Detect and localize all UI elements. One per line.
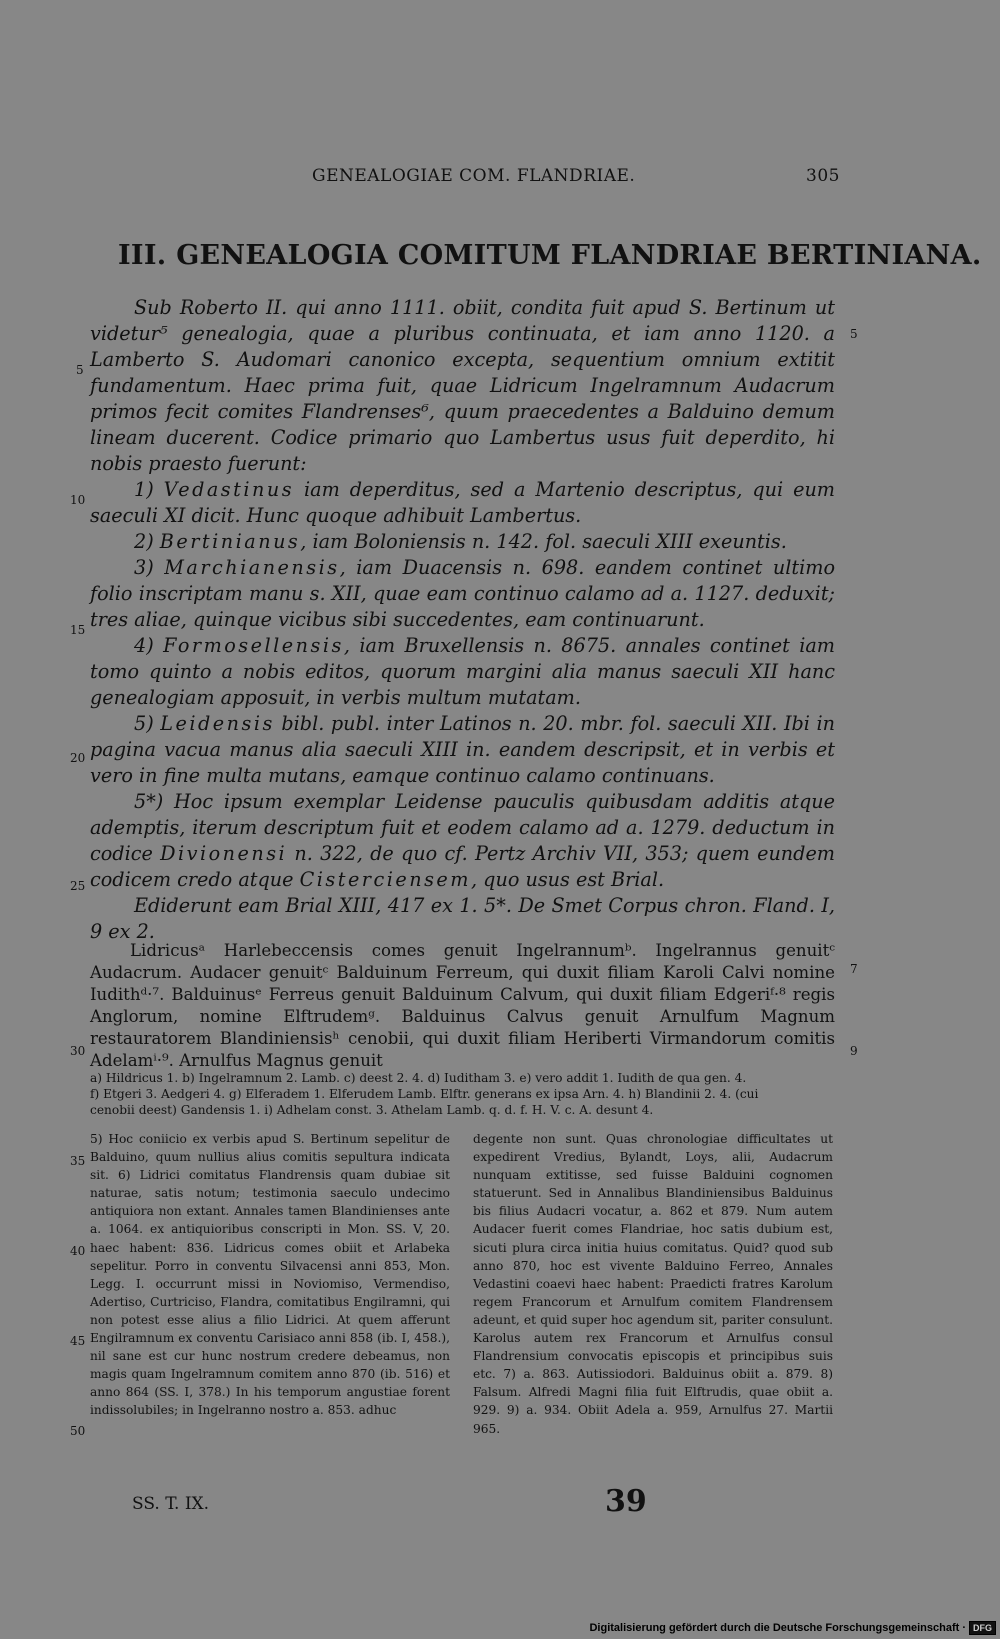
line-number: 30 — [70, 1044, 86, 1058]
line-number: 50 — [70, 1424, 86, 1438]
manuscript-item: 5*) Hoc ipsum exemplar Leidense pauculis quibusdam additis atque ademptis, iterum descriptum fuit et eodem calamo ad a. 1279. deductum in codice Divionensi n. 322, de quo cf. Pertz Archiv VII, 353; quem eundem codicem credo atque Cisterciensem, quo usus est Brial. — [90, 790, 835, 891]
introduction — [70, 295, 858, 945]
intro-paragraph: Sub Roberto II. qui anno 1111. obiit, condita fuit apud S. Bertinum ut videtur⁵ genealogia, quae a pluribus continuata, et iam anno 1120. a Lamberto S. Audomari canonico excepta, sequentium omnium extitit fundamentum. Haec prima fuit, quae Lidricum Ingelramnum Audacrum primos fecit comites Flandrenses⁶, quum praecedentes a Balduino demum lineam ducerent. Codice primario quo Lambertus usus fuit deperdito, hi nobis praesto fuerunt: — [90, 296, 835, 475]
line-number: 20 — [70, 751, 86, 765]
manuscript-item: 3) Marchianensis, iam Duacensis n. 698. eandem continet ultimo folio inscriptam manu s. XII, quae eam continuo calamo ad a. 1127. deduxit; tres aliae, quinque vicibus sibi succedentes, eam continuarunt. — [90, 556, 835, 631]
genealogy-text — [70, 940, 858, 1072]
line-number: 40 — [70, 1244, 86, 1258]
volume-signature: SS. T. IX. — [132, 1494, 210, 1514]
variant-note-line: cenobii deest) Gandensis 1. i) Adhelam const. 3. Athelam Lamb. q. d. f. H. V. c. A. desunt 4. — [90, 1103, 654, 1117]
variant-note-line: a) Hildricus 1. b) Ingelramnum 2. Lamb. c) deest 2. 4. d) Iuditham 3. e) vero addit 1. Iudith de qua gen. 4. — [90, 1071, 747, 1085]
variant-note-line: f) Etgeri 3. Aedgeri 4. g) Elferadem 1. Elferudem Lamb. Elftr. generans ex ipsa Arn. 4. h) Blandinii 2. 4. (cui — [90, 1087, 759, 1101]
line-number: 9 — [850, 1044, 858, 1058]
manuscript-item: 4) Formosellensis, iam Bruxellensis n. 8675. annales continet iam tomo quinto a nobis editos, quorum margini alia manus saeculi XII hanc genealogiam apposuit, in verbis multum mutatam. — [90, 634, 836, 709]
digitization-note: Digitalisierung gefördert durch die Deutsche Forschungsgemeinschaft · — [589, 1622, 966, 1634]
manuscript-item: 1) Vedastinus iam deperditus, sed a Martenio descriptus, qui eum saeculi XI dicit. Hunc quoque adhibuit Lambertus. — [90, 478, 836, 527]
line-number: 35 — [70, 1154, 86, 1168]
running-title: GENEALOGIAE COM. FLANDRIAE. — [312, 166, 636, 186]
running-header — [0, 166, 1000, 190]
editions-paragraph: Ediderunt eam Brial XIII, 417 ex 1. 5*. De Smet Corpus chron. Fland. I, 9 ex 2. — [90, 894, 835, 943]
dfg-logo: DFG — [969, 1621, 996, 1635]
manuscript-item: 5) Leidensis bibl. publ. inter Latinos n. 20. mbr. fol. saeculi XII. Ibi in pagina vacua manus alia saeculi XIII in. eandem descripsit, et in verbis et vero in fine multa mutans, eamque continuo calamo continuans. — [90, 712, 835, 787]
line-number: 45 — [70, 1334, 86, 1348]
section-title: III. GENEALOGIA COMITUM FLANDRIAE BERTINIANA. — [118, 240, 982, 271]
line-number: 5 — [850, 327, 858, 341]
line-number: 10 — [70, 493, 86, 507]
footnotes-left-column — [70, 1130, 450, 1438]
sheet-number: 39 — [605, 1484, 647, 1519]
footnotes-left-text: 5) Hoc coniicio ex verbis apud S. Bertinum sepelitur de Balduino, quum nullius alius comitis sepultura indicata sit. 6) Lidrici comitatus Flandrensis quam dubiae sit naturae, satis notum; testimonia saeculo undecimo antiquiora non extant. Annales tamen Blandinienses ante a. 1064. ex antiquioribus conscripti in Mon. SS. V, 20. haec habent: 836. Lidricus comes obiit et Arlabeka sepelitur. Porro in conventu Silvacensi anni 853, Mon. Legg. I. occurrunt missi in Noviomiso, Vermendiso, Adertiso, Curtriciso, Flandra, comitatibus Engilramni, qui non potest esse alius a filio Lidrici. At quem afferunt Engilramnum ex conventu Carisiaco anni 858 (ib. I, 458.), nil sane est cur hunc nostrum credere debeamus, non magis quam Ingelramnum comitem anno 870 (ib. 516) et anno 864 (SS. I, 378.) In his temporum angustiae forent indissolubiles; in Ingelranno nostro a. 853. adhuc — [90, 1132, 450, 1418]
variant-notes — [90, 1070, 835, 1118]
digitization-credit — [589, 1621, 996, 1635]
footnotes-right-column: degente non sunt. Quas chronologiae difficultates ut expedirent Vredius, Bylandt, Loys, alii, Audacrum nunquam extitisse, sed fuisse Balduini cognomen statuerunt. Sed in Annalibus Blandiniensibus Balduinus bis filius Audacri vocatur, a. 862 et 879. Num autem Audacer fuerit comes Flandriae, hoc satis dubium est, sicuti plura circa initia huius comitatus. Quid? quod sub anno 870, hoc est vivente Balduino Ferreo, Annales Vedastini coaevi haec habent: Praedicti fratres Karolum regem Francorum et Arnulfum comitem Flandrensem adeunt, et quid super hoc agendum sit, pariter consulunt. Karolus autem rex Francorum et Arnulfus consul Flandrensium convocatis episcopis et principibus suis etc. 7) a. 863. Autissiodori. Balduinus obiit a. 879. 8) Falsum. Alfredi Magni filia fuit Elftrudis, quae obiit a. 929. 9) a. 934. Obiit Adela a. 959, Arnulfus 27. Martii 965. — [473, 1132, 833, 1436]
page-number: 305 — [806, 166, 840, 186]
line-number: 25 — [70, 879, 86, 893]
genealogy-body: Lidricusᵃ Harlebeccensis comes genuit Ingelrannumᵇ. Ingelrannus genuitᶜ Audacrum. Audacer genuitᶜ Balduinum Ferreum, qui duxit filiam Karoli Calvi nomine Iudithᵈ·⁷. Balduinusᵉ Ferreus genuit Balduinum Calvum, qui duxit filiam Edgeriᶠ·⁸ regis Anglorum, nomine Elftrudemᵍ. Balduinus Calvus genuit Arnulfum Magnum restauratorem Blandiniensisʰ cenobii, qui duxit filiam Heriberti Virmandorum comitis Adelamⁱ·⁹. Arnulfus Magnus genuit — [90, 941, 835, 1070]
line-number: 15 — [70, 623, 86, 637]
manuscript-item: 2) Bertinianus, iam Boloniensis n. 142. fol. saeculi XIII exeuntis. — [134, 530, 787, 553]
line-number: 5 — [76, 363, 84, 377]
line-number: 7 — [850, 962, 858, 976]
